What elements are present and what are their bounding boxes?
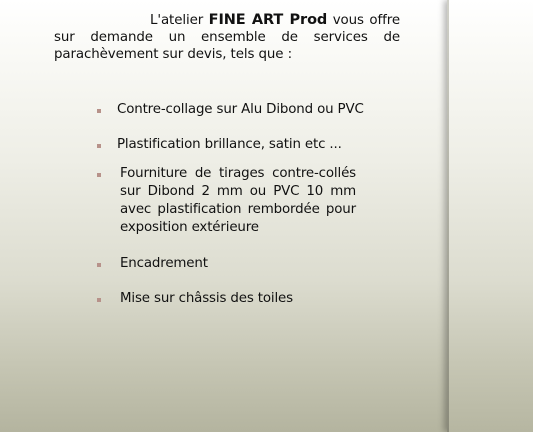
service-item	[117, 101, 364, 119]
service-label: Encadrement	[120, 256, 208, 271]
bullet-icon	[97, 263, 101, 267]
service-item	[120, 290, 293, 308]
intro-suffix: vous offre sur demande un ensemble de services de parachèvement sur devis, tels que :	[54, 13, 400, 62]
brand-name: FINE ART Prod	[208, 12, 328, 28]
bullet-icon	[97, 298, 101, 302]
intro-prefix: L'atelier	[150, 13, 204, 28]
bullet-icon	[97, 109, 101, 113]
service-label: Mise sur châssis des toiles	[120, 291, 293, 306]
service-label: Fourniture de tirages contre-collés sur Dibond 2 mm ou PVC 10 mm avec plastification rembordée pour exposition extérieure	[120, 166, 356, 235]
service-item	[120, 165, 356, 237]
intro-paragraph	[54, 12, 400, 63]
bullet-icon	[97, 144, 101, 148]
right-edge-panel	[447, 0, 533, 432]
bullet-icon	[97, 173, 101, 177]
service-item	[120, 255, 208, 273]
service-label: Plastification brillance, satin etc ...	[117, 137, 342, 152]
service-item	[117, 136, 342, 154]
service-label: Contre-collage sur Alu Dibond ou PVC	[117, 102, 364, 117]
